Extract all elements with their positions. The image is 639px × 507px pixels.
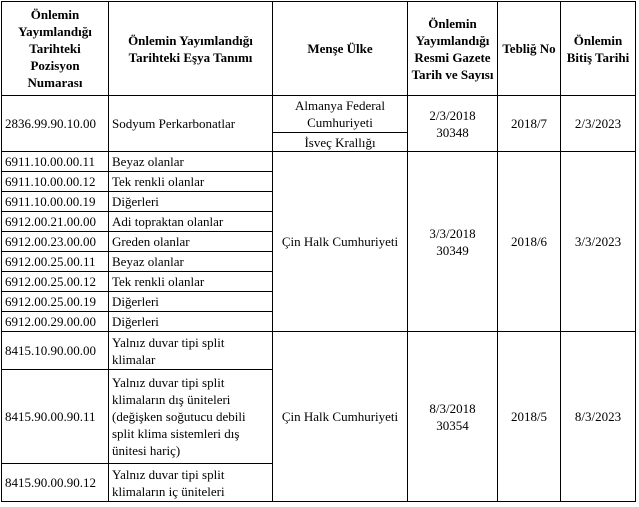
item-description: Diğerleri: [109, 292, 273, 312]
header-end-date: Önlemin Bitiş Tarihi: [561, 2, 636, 96]
item-description: Greden olanlar: [109, 232, 273, 252]
position-code: 6911.10.00.00.11: [2, 152, 109, 172]
gazette-cell: [408, 152, 498, 332]
header-position: Önlemin Yayımlandığı Tarihteki Pozisyon Numarası: [2, 2, 109, 96]
origin-country: Çin Halk Cumhuriyeti: [273, 332, 408, 502]
gazette-number: 30349: [436, 242, 469, 258]
position-code: 6912.00.25.00.12: [2, 272, 109, 292]
gazette-date: 2/3/2018: [429, 107, 476, 123]
item-description: Tek renkli olanlar: [109, 172, 273, 192]
item-description: Beyaz olanlar: [109, 152, 273, 172]
gazette-date: 8/3/2018: [429, 400, 476, 416]
item-description: Sodyum Perkarbonatlar: [109, 96, 273, 152]
position-code: 6912.00.25.00.19: [2, 292, 109, 312]
measures-table: [1, 1, 636, 502]
origin-country: Almanya Federal Cumhuriyeti: [273, 97, 407, 133]
item-description: Yalnız duvar tipi split klimaların iç üniteleri: [109, 464, 273, 502]
gazette-cell: [408, 96, 498, 152]
end-date: 8/3/2023: [561, 332, 636, 502]
header-description: Önlemin Yayımlandığı Tarihteki Eşya Tanımı: [109, 2, 273, 96]
position-code: 8415.90.00.90.12: [2, 464, 109, 502]
communique-number: 2018/5: [498, 332, 561, 502]
position-code: 8415.10.90.00.00: [2, 332, 109, 370]
item-description: Beyaz olanlar: [109, 252, 273, 272]
position-code: 2836.99.90.10.00: [2, 96, 109, 152]
position-code: 6912.00.23.00.00: [2, 232, 109, 252]
gazette-date: 3/3/2018: [429, 225, 476, 241]
item-description: Adi topraktan olanlar: [109, 212, 273, 232]
position-code: 6912.00.21.00.00: [2, 212, 109, 232]
header-row: [2, 2, 636, 96]
origin-country: İsveç Krallığı: [304, 134, 376, 150]
header-communique: Tebliğ No: [498, 2, 561, 96]
position-code: 6911.10.00.00.12: [2, 172, 109, 192]
position-code: 8415.90.00.90.11: [2, 370, 109, 464]
position-code: 6911.10.00.00.19: [2, 192, 109, 212]
item-description: Yalnız duvar tipi split klimaların dış üniteleri (değişken soğutucu debili split klima sistemleri dış ünitesi hariç): [109, 370, 273, 464]
communique-number: 2018/7: [498, 96, 561, 152]
gazette-number: 30354: [436, 417, 469, 433]
item-description: Tek renkli olanlar: [109, 272, 273, 292]
table-row: [2, 96, 636, 152]
gazette-number: 30348: [436, 124, 469, 140]
end-date: 3/3/2023: [561, 152, 636, 332]
position-code: 6912.00.25.00.11: [2, 252, 109, 272]
position-code: 6912.00.29.00.00: [2, 312, 109, 332]
gazette-cell: [408, 332, 498, 502]
end-date: 2/3/2023: [561, 96, 636, 152]
item-description: Yalnız duvar tipi split klimalar: [109, 332, 273, 370]
item-description: Diğerleri: [109, 192, 273, 212]
item-description: Diğerleri: [109, 312, 273, 332]
header-gazette: Önlemin Yayımlandığı Resmi Gazete Tarih ve Sayısı: [408, 2, 498, 96]
table-row: [2, 152, 636, 172]
communique-number: 2018/6: [498, 152, 561, 332]
origin-country-cell: [273, 96, 408, 152]
origin-country: Çin Halk Cumhuriyeti: [273, 152, 408, 332]
header-country: Menşe Ülke: [273, 2, 408, 96]
table-row: [2, 332, 636, 370]
